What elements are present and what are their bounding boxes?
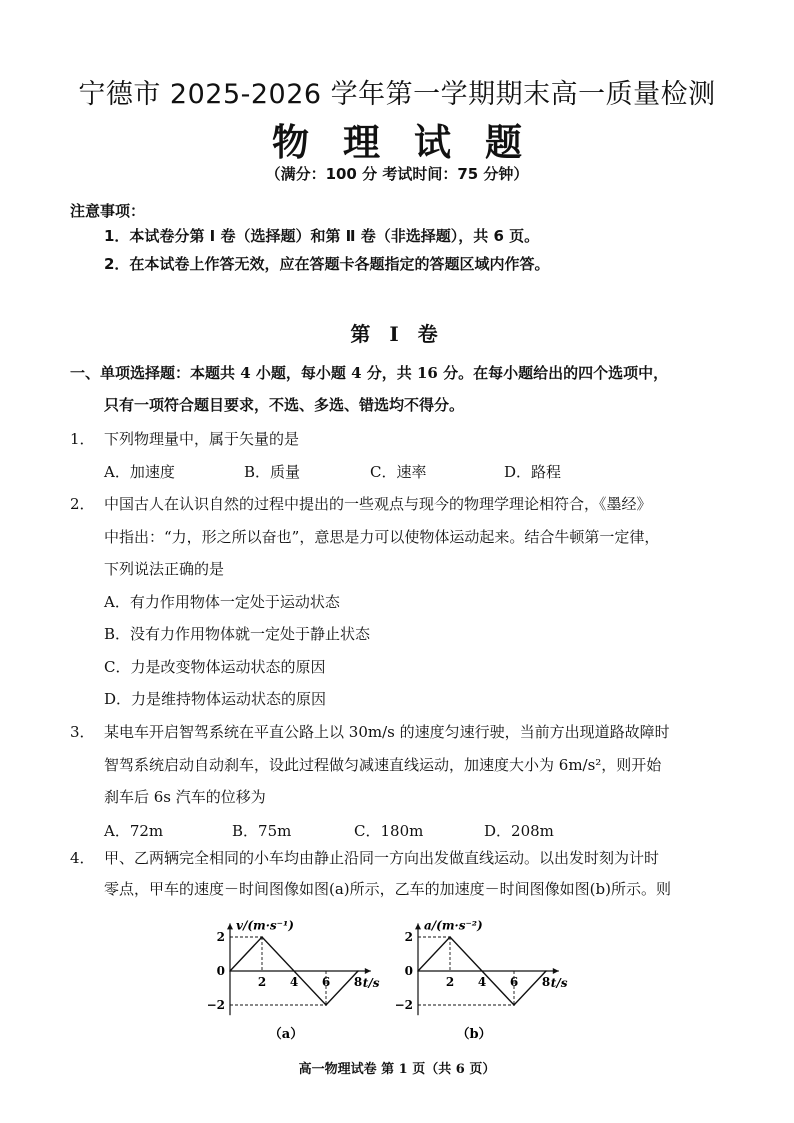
question-text: 下列物理量中，属于矢量的是 (104, 430, 300, 448)
y-tick-label: 0 (216, 964, 225, 978)
exam-school-title: 宁德市 2025-2026 学年第一学期期末高一质量检测 (78, 79, 716, 110)
y-axis-arrow (227, 923, 233, 929)
section-heading-line1: 一、单项选择题：本题共 4 小题，每小题 4 分，共 16 分。在每小题给出的四个选项中， (70, 364, 669, 382)
question-number: 4． (70, 849, 95, 867)
data-point (545, 970, 547, 972)
y-tick-label: −2 (206, 998, 225, 1012)
question-text: 智驾系统启动自动刹车，设此过程做匀减速直线运动，加速度大小为 6m/s²，则开始 (104, 756, 662, 774)
option-a: A．加速度 (104, 463, 175, 481)
y-tick-label: 2 (404, 930, 413, 944)
x-axis-label: t/s (550, 976, 568, 990)
exam-meta: （满分：100 分 考试时间：75 分钟） (265, 165, 529, 183)
x-tick-label: 6 (509, 975, 519, 989)
option-d: D．208m (484, 822, 554, 840)
x-tick-label: 2 (257, 975, 267, 989)
y-tick-label: 0 (404, 964, 413, 978)
x-tick-label: 6 (321, 975, 331, 989)
question-text: 刹车后 6s 汽车的位移为 (104, 788, 266, 806)
exam-subject-title: 物理试题 (272, 120, 556, 164)
y-tick-label: −2 (394, 998, 413, 1012)
x-tick-label: 2 (445, 975, 455, 989)
option-c: C．速率 (370, 463, 427, 481)
y-axis-arrow (415, 923, 421, 929)
question-text: 中国古人在认识自然的过程中提出的一些观点与现今的物理学理论相符合，《墨经》 (104, 495, 652, 513)
data-point (417, 970, 419, 972)
data-point (229, 970, 231, 972)
notice-item: 1．本试卷分第 Ⅰ 卷（选择题）和第 Ⅱ 卷（非选择题），共 6 页。 (104, 227, 540, 245)
y-axis-label: v/(m·s⁻¹) (236, 918, 294, 933)
chart-caption: （b） (456, 1027, 492, 1042)
option-a: A．有力作用物体一定处于运动状态 (104, 593, 340, 611)
y-tick-label: 2 (216, 930, 225, 944)
option-c: C．力是改变物体运动状态的原因 (104, 658, 326, 676)
data-point (325, 1004, 327, 1006)
option-b: B．质量 (244, 463, 301, 481)
data-point (513, 1004, 515, 1006)
y-axis-label: a/(m·s⁻²) (424, 918, 483, 933)
question-text: 中指出：“力，形之所以奋也”，意思是力可以使物体运动起来。结合牛顿第一定律， (104, 528, 660, 546)
notice-heading: 注意事项： (70, 202, 146, 220)
question-text: 甲、乙两辆完全相同的小车均由静止沿同一方向出发做直线运动。以出发时刻为计时 (104, 849, 660, 867)
x-tick-label: 8 (353, 975, 363, 989)
option-d: D．路程 (504, 463, 562, 481)
option-c: C．180m (354, 822, 424, 840)
page-footer: 高一物理试卷 第 1 页（共 6 页） (298, 1062, 496, 1077)
data-point (357, 970, 359, 972)
question-text: 下列说法正确的是 (104, 560, 225, 578)
notice-item: 2．在本试卷上作答无效，应在答题卡各题指定的答题区域内作答。 (104, 255, 550, 273)
part-title: 第 Ⅰ 卷 (350, 322, 444, 346)
x-tick-label: 4 (477, 975, 487, 989)
x-tick-label: 4 (289, 975, 299, 989)
x-axis-arrow (365, 968, 371, 974)
question-text: 零点，甲车的速度－时间图像如图(a)所示，乙车的加速度－时间图像如图(b)所示。则 (104, 880, 671, 898)
question-text: 某电车开启智驾系统在平直公路上以 30m/s 的速度匀速行驶，当前方出现道路故障时 (104, 723, 670, 741)
chart-b (388, 898, 578, 1048)
question-number: 2． (70, 495, 95, 513)
x-tick-label: 8 (541, 975, 551, 989)
data-point (261, 936, 263, 938)
question-number: 1． (70, 430, 95, 448)
option-a: A．72m (104, 822, 164, 840)
question-number: 3． (70, 723, 95, 741)
chart-caption: （a） (268, 1027, 304, 1042)
data-point (449, 936, 451, 938)
option-d: D．力是维持物体运动状态的原因 (104, 690, 327, 708)
chart-a (200, 898, 390, 1048)
section-heading-line2: 只有一项符合题目要求，不选、多选、错选均不得分。 (104, 396, 465, 414)
x-axis-arrow (553, 968, 559, 974)
option-b: B．75m (232, 822, 292, 840)
option-b: B．没有力作用物体就一定处于静止状态 (104, 625, 371, 643)
x-axis-label: t/s (362, 976, 380, 990)
